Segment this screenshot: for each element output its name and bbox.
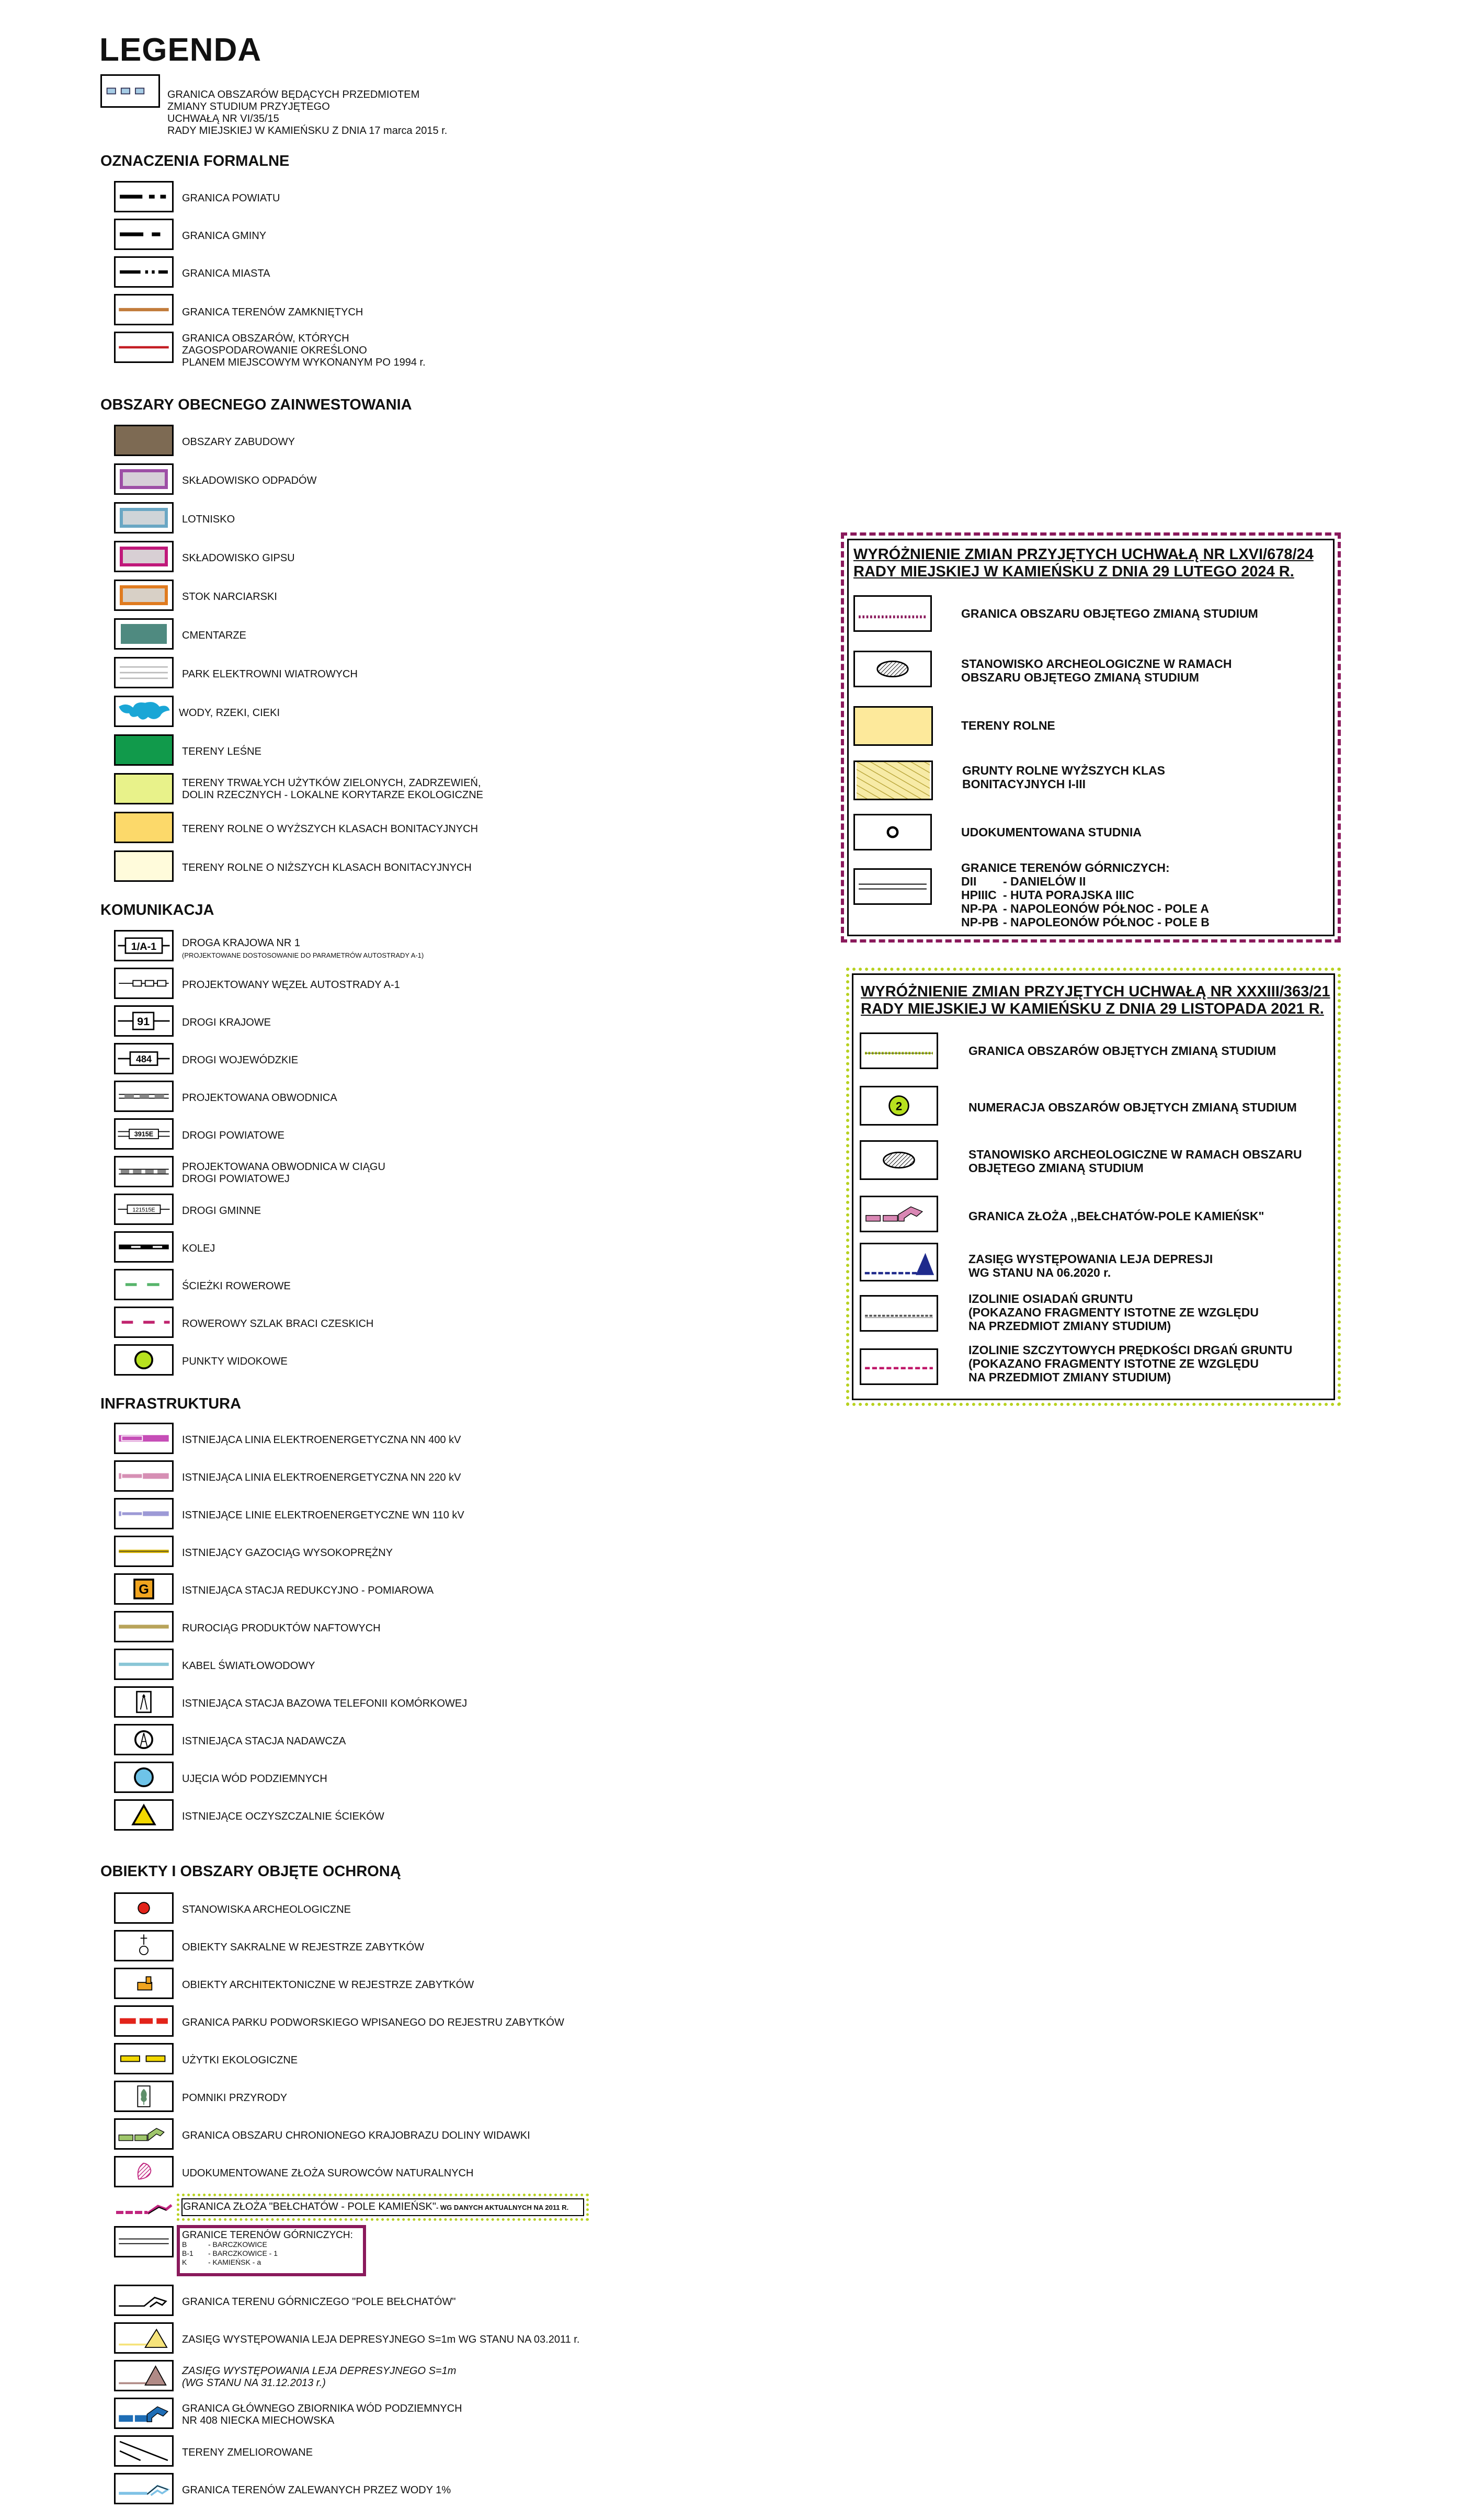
county-boundary-symbol	[114, 181, 174, 212]
national-road-1-label: DROGA KRAJOWA NR 1 (PROJEKTOWANE DOSTOSOWANIE DO PARAMETRÓW AUTOSTRADY A-1)	[182, 937, 424, 959]
planned-bypass-label: PROJEKTOWANA OBWODNICA	[182, 1092, 337, 1104]
mining-areas-symbol	[114, 2226, 174, 2257]
box-2021-deposit-label: GRANICA ZŁOŻA ,,BEŁCHATÓW-POLE KAMIEŃSK"	[968, 1209, 1264, 1223]
section-title-ochrona: OBIEKTY I OBSZARY OBJĘTE OCHRONĄ	[100, 1863, 401, 1880]
ecological-sites-label: UŻYTKI EKOLOGICZNE	[182, 2054, 298, 2066]
box-2024-boundary-label: GRANICA OBSZARU OBJĘTEGO ZMIANĄ STUDIUM	[961, 607, 1258, 620]
green-corridor-label: TERENY TRWAŁYCH UŻYTKÓW ZIELONYCH, ZADRZEWIEŃ, DOLIN RZECZNYCH - LOKALNE KORYTARZE EKOLOGICZNE	[182, 777, 484, 801]
legend-title: LEGENDA	[99, 32, 262, 68]
nature-monuments-symbol	[114, 2081, 174, 2112]
planned-bypass-symbol	[114, 1081, 174, 1112]
oil-pipeline-label: RUROCIĄG PRODUKTÓW NAFTOWYCH	[182, 1622, 381, 1634]
high-class-farmland-label: TERENY ROLNE O WYŻSZYCH KLASACH BONITACYJNYCH	[182, 823, 478, 835]
ski-slope-symbol	[114, 580, 174, 611]
section-title-komunikacja: KOMUNIKACJA	[100, 902, 214, 918]
fiber-cable-symbol	[114, 1649, 174, 1680]
wind-farm-label: PARK ELEKTROWNI WIATROWYCH	[182, 668, 358, 680]
box-2021-archaeology-label: STANOWISKO ARCHEOLOGICZNE W RAMACH OBSZARU OBJĘTEGO ZMIANĄ STUDIUM	[968, 1148, 1302, 1175]
county-roads-label: DROGI POWIATOWE	[182, 1130, 284, 1141]
commune-boundary-label: GRANICA GMINY	[182, 230, 267, 242]
power-line-110-symbol	[114, 1498, 174, 1529]
box-2021-boundary-label: GRANICA OBSZARÓW OBJĘTYCH ZMIANĄ STUDIUM	[968, 1044, 1276, 1058]
box-2024-farmland-label: TERENY ROLNE	[961, 719, 1055, 732]
protected-landscape-symbol	[114, 2118, 174, 2150]
national-road-1-symbol	[114, 930, 174, 961]
mineral-deposits-symbol	[114, 2156, 174, 2187]
bike-trail-label: ROWEROWY SZLAK BRACI CZESKICH	[182, 1318, 374, 1330]
box-2021-numbering-label: NUMERACJA OBSZARÓW OBJĘTYCH ZMIANĄ STUDIUM	[968, 1100, 1297, 1114]
built-up-area-label: OBSZARY ZABUDOWY	[182, 436, 295, 448]
landfill-symbol	[114, 463, 174, 495]
viewpoint-symbol	[114, 1344, 174, 1376]
bike-trail-symbol	[114, 1307, 174, 1338]
sewage-plant-symbol	[114, 1799, 174, 1831]
manor-park-symbol	[114, 2005, 174, 2037]
box-2021-vibration-label: IZOLINIE SZCZYTOWYCH PRĘDKOŚCI DRGAŃ GRUNTU (POKAZANO FRAGMENTY ISTOTNE ZE WZGLĘDU NA PRZEDMIOT ZMIANY STUDIUM)	[968, 1343, 1293, 1384]
ski-slope-label: STOK NARCIARSKI	[182, 591, 277, 603]
box-2024-archaeology-label: STANOWISKO ARCHEOLOGICZNE W RAMACH OBSZARU OBJĘTEGO ZMIANĄ STUDIUM	[961, 657, 1232, 684]
county-roads-symbol	[114, 1118, 174, 1150]
sacral-objects-symbol	[114, 1930, 174, 1961]
power-line-400-symbol	[114, 1423, 174, 1454]
box-2024-boundary-symbol	[853, 595, 932, 632]
voivodeship-roads-symbol	[114, 1043, 174, 1074]
voivodeship-roads-label: DROGI WOJEWÓDZKIE	[182, 1054, 299, 1066]
depression-cone-2011-symbol	[114, 2322, 174, 2354]
manor-park-label: GRANICA PARKU PODWORSKIEGO WPISANEGO DO REJESTRU ZABYTKÓW	[182, 2017, 564, 2028]
water-symbol	[114, 696, 174, 727]
cell-tower-symbol	[114, 1686, 174, 1718]
planned-interchange-symbol	[114, 968, 174, 999]
built-up-area-symbol	[114, 425, 174, 456]
broadcast-station-symbol	[114, 1724, 174, 1755]
planned-interchange-label: PROJEKTOWANY WĘZEŁ AUTOSTRADY A-1	[182, 979, 400, 991]
groundwater-reservoir-label: GRANICA GŁÓWNEGO ZBIORNIKA WÓD PODZIEMNYCH NR 408 NIECKA MIECHOWSKA	[182, 2403, 462, 2426]
box-2021-depression-symbol	[860, 1243, 938, 1281]
protected-landscape-label: GRANICA OBSZARU CHRONIONEGO KRAJOBRAZU DOLINY WIDAWKI	[182, 2130, 530, 2141]
section-title-infrastruktura: INFRASTRUKTURA	[100, 1395, 242, 1412]
ecological-sites-symbol	[114, 2043, 174, 2074]
change-area-boundary-symbol	[100, 74, 160, 108]
railway-symbol	[114, 1231, 174, 1263]
commune-boundary-symbol	[114, 219, 174, 250]
power-line-220-symbol	[114, 1460, 174, 1492]
sewage-plant-label: ISTNIEJĄCE OCZYSZCZALNIE ŚCIEKÓW	[182, 1811, 384, 1822]
closed-areas-boundary-label: GRANICA TERENÓW ZAMKNIĘTYCH	[182, 307, 363, 318]
broadcast-station-label: ISTNIEJĄCA STACJA NADAWCZA	[182, 1735, 346, 1747]
fiber-cable-label: KABEL ŚWIATŁOWODOWY	[182, 1660, 315, 1672]
railway-label: KOLEJ	[182, 1243, 215, 1254]
box-2021-subsidence-symbol	[860, 1295, 938, 1332]
national-roads-label: DROGI KRAJOWE	[182, 1017, 271, 1028]
change-area-boundary-label: GRANICA OBSZARÓW BĘDĄCYCH PRZEDMIOTEM ZMIANY STUDIUM PRZYJĘTEGO UCHWAŁĄ NR VI/35/15 RADY MIEJSKIEJ W KAMIEŃSKU Z DNIA 17 marca 2015 r.	[167, 89, 448, 137]
box-2021-numbering-symbol	[860, 1086, 938, 1126]
wind-farm-symbol	[114, 657, 174, 688]
box-2024-mining-label: GRANICE TERENÓW GÓRNICZYCH: DII - DANIELÓW II HPIIIC - HUTA PORAJSKA IIIC NP-PA - NAPOLEONÓW PÓŁNOC - POLE A NP-PB - NAPOLEONÓW PÓŁNOC - POLE B	[961, 861, 1210, 929]
power-line-110-label: ISTNIEJĄCE LINIE ELEKTROENERGETYCZNE WN 110 kV	[182, 1509, 464, 1521]
box-2021-title: WYRÓŻNIENIE ZMIAN PRZYJĘTYCH UCHWAŁĄ NR XXXIII/363/21 RADY MIEJSKIEJ W KAMIEŃSKU Z DNIA 29 LISTOPADA 2021 R.	[861, 983, 1330, 1017]
archaeological-sites-symbol	[114, 1892, 174, 1924]
box-2024-well-label: UDOKUMENTOWANA STUDNIA	[961, 825, 1142, 839]
box-2021-deposit-symbol	[860, 1196, 938, 1232]
national-roads-badge: 91	[137, 1015, 150, 1028]
sacral-objects-label: OBIEKTY SAKRALNE W REJESTRZE ZABYTKÓW	[182, 1942, 425, 1953]
county-roads-badge: 3915E	[134, 1130, 154, 1138]
depression-cone-2013-label: ZASIĘG WYSTĘPOWANIA LEJA DEPRESYJNEGO S=1m (WG STANU NA 31.12.2013 r.)	[182, 2365, 457, 2389]
belchatow-deposit-label: GRANICA ZŁOŻA "BEŁCHATÓW - POLE KAMIEŃSK"- WG DANYCH AKTUALNYCH NA 2011 R.	[183, 2201, 569, 2212]
box-2024-title: WYRÓŻNIENIE ZMIAN PRZYJĘTYCH UCHWAŁĄ NR LXVI/678/24 RADY MIEJSKIEJ W KAMIEŃSKU Z DNIA 29 LUTEGO 2024 R.	[853, 546, 1314, 580]
forest-symbol	[114, 734, 174, 766]
forest-label: TERENY LEŚNE	[182, 746, 261, 757]
drained-areas-label: TERENY ZMELIOROWANE	[182, 2447, 313, 2458]
box-2021-vibration-symbol	[860, 1348, 938, 1385]
box-2021-depression-label: ZASIĘG WYSTĘPOWANIA LEJA DEPRESJI WG STANU NA 06.2020 r.	[968, 1252, 1213, 1279]
mining-areas-label: GRANICE TERENÓW GÓRNICZYCH: B - BARCZKOWICE B-1 - BARCZKOWICE - 1 K - KAMIEŃSK - a	[182, 2230, 353, 2266]
mineral-deposits-label: UDOKUMENTOWANE ZŁOŻA SUROWCÓW NATURALNYCH	[182, 2167, 474, 2179]
gas-pipeline-label: ISTNIEJĄCY GAZOCIĄG WYSOKOPRĘŻNY	[182, 1547, 393, 1559]
section-title-zainwestowanie: OBSZARY OBECNEGO ZAINWESTOWANIA	[100, 396, 412, 413]
box-2024-archaeology-symbol	[853, 651, 932, 687]
planned-county-bypass-symbol	[114, 1156, 174, 1187]
architectural-objects-label: OBIEKTY ARCHITEKTONICZNE W REJESTRZE ZABYTKÓW	[182, 1979, 474, 1991]
box-2024-high-class-symbol	[853, 760, 933, 800]
section-title-formalne: OZNACZENIA FORMALNE	[100, 153, 290, 169]
county-boundary-label: GRANICA POWIATU	[182, 192, 280, 204]
depression-cone-2013-symbol	[114, 2360, 174, 2391]
box-2024-well-symbol	[853, 814, 932, 850]
voivodeship-roads-badge: 484	[135, 1054, 152, 1065]
box-2021-boundary-symbol	[860, 1032, 938, 1069]
bike-paths-label: ŚCIEŻKI ROWEROWE	[182, 1280, 291, 1292]
box-2024-high-class-label: GRUNTY ROLNE WYŻSZYCH KLAS BONITACYJNYCH I-III	[962, 764, 1166, 791]
national-road-1-badge: 1/A-1	[131, 941, 157, 953]
flood-areas-label: GRANICA TERENÓW ZALEWANYCH PRZEZ WODY 1%	[182, 2484, 451, 2496]
city-boundary-label: GRANICA MIASTA	[182, 268, 270, 279]
drained-areas-symbol	[114, 2435, 174, 2467]
gas-pipeline-symbol	[114, 1536, 174, 1567]
city-boundary-symbol	[114, 256, 174, 288]
box-2024-farmland-symbol	[853, 706, 933, 746]
cell-tower-label: ISTNIEJĄCA STACJA BAZOWA TELEFONII KOMÓRKOWEJ	[182, 1698, 468, 1709]
nature-monuments-label: POMNIKI PRZYRODY	[182, 2092, 288, 2104]
cemetery-symbol	[114, 618, 174, 650]
belchatow-mining-area-label: GRANICA TERENU GÓRNICZEGO "POLE BEŁCHATÓW"	[182, 2296, 456, 2308]
green-corridor-symbol	[114, 773, 174, 804]
national-roads-symbol	[114, 1005, 174, 1037]
belchatow-deposit-symbol	[114, 2194, 174, 2225]
gypsum-storage-symbol	[114, 541, 174, 572]
groundwater-intake-symbol	[114, 1762, 174, 1793]
high-class-farmland-symbol	[114, 812, 174, 843]
box-2021-archaeology-symbol	[860, 1140, 938, 1180]
belchatow-mining-area-symbol	[114, 2285, 174, 2316]
bike-paths-symbol	[114, 1269, 174, 1300]
gas-station-symbol	[114, 1573, 174, 1605]
commune-roads-symbol	[114, 1194, 174, 1225]
power-line-220-label: ISTNIEJĄCA LINIA ELEKTROENERGETYCZNA NN 220 kV	[182, 1472, 461, 1483]
groundwater-reservoir-symbol	[114, 2398, 174, 2429]
low-class-farmland-label: TERENY ROLNE O NIŻSZYCH KLASACH BONITACYJNYCH	[182, 862, 472, 873]
power-line-400-label: ISTNIEJĄCA LINIA ELEKTROENERGETYCZNA NN 400 kV	[182, 1434, 461, 1446]
local-plan-boundary-symbol	[114, 332, 174, 363]
planned-county-bypass-label: PROJEKTOWANA OBWODNICA W CIĄGU DROGI POWIATOWEJ	[182, 1161, 385, 1185]
architectural-objects-symbol	[114, 1968, 174, 1999]
gas-station-label: ISTNIEJĄCA STACJA REDUKCYJNO - POMIAROWA	[182, 1585, 434, 1596]
box-2021-numbering-badge: 2	[895, 1099, 903, 1113]
low-class-farmland-symbol	[114, 850, 174, 882]
airport-symbol	[114, 502, 174, 533]
box-2021-subsidence-label: IZOLINIE OSIADAŃ GRUNTU (POKAZANO FRAGMENTY ISTOTNE ZE WZGLĘDU NA PRZEDMIOT ZMIANY STUDIUM)	[968, 1292, 1259, 1333]
oil-pipeline-symbol	[114, 1611, 174, 1642]
depression-cone-2011-label: ZASIĘG WYSTĘPOWANIA LEJA DEPRESYJNEGO S=1m WG STANU NA 03.2011 r.	[182, 2334, 580, 2345]
gas-station-badge: G	[139, 1582, 149, 1597]
landfill-label: SKŁADOWISKO ODPADÓW	[182, 475, 317, 486]
commune-roads-badge: 121515E	[132, 1207, 155, 1213]
airport-label: LOTNISKO	[182, 514, 235, 525]
viewpoint-label: PUNKTY WIDOKOWE	[182, 1356, 288, 1367]
commune-roads-label: DROGI GMINNE	[182, 1205, 261, 1217]
closed-areas-boundary-symbol	[114, 294, 174, 325]
cemetery-label: CMENTARZE	[182, 630, 246, 641]
archaeological-sites-label: STANOWISKA ARCHEOLOGICZNE	[182, 1904, 351, 1915]
water-label: WODY, RZEKI, CIEKI	[179, 707, 280, 719]
local-plan-boundary-label: GRANICA OBSZARÓW, KTÓRYCH ZAGOSPODAROWANIE OKREŚLONO PLANEM MIEJSCOWYM WYKONANYM PO 1994 r.	[182, 333, 426, 368]
gypsum-storage-label: SKŁADOWISKO GIPSU	[182, 552, 295, 564]
flood-areas-symbol	[114, 2473, 174, 2504]
box-2024-mining-symbol	[853, 868, 932, 905]
groundwater-intake-label: UJĘCIA WÓD PODZIEMNYCH	[182, 1773, 327, 1785]
